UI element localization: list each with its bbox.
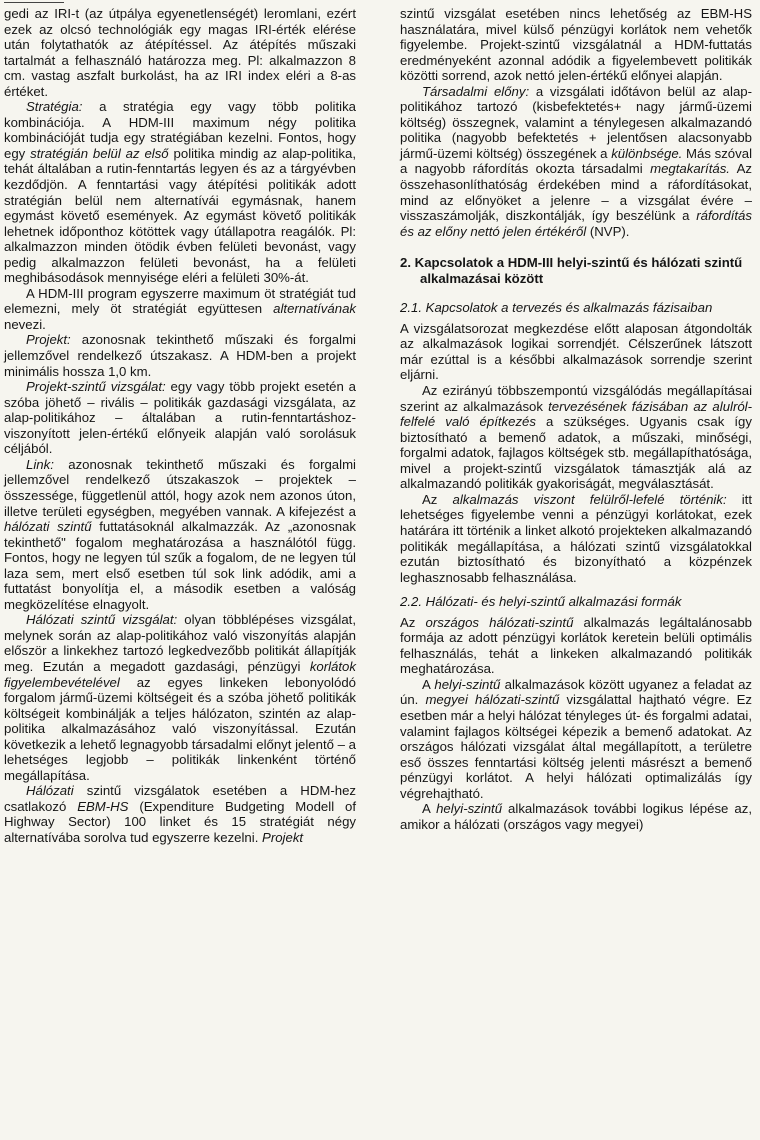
text-run: szintű vizsgálat esetében nincs lehetőség az EBM-HS használatára, mivel külső pénzügyi korlátok nem vehetők figyelembe. Projekt-szintű vizsgálatnál a HDM-futtatás eredményeként azonnal adódik a figyelembevett politikák közötti sorrend, azok nettó jelen-értékű előnyei alapján.: [400, 6, 752, 84]
paragraph: [4, 783, 356, 845]
heading-text: Kapcsolatok a tervezés és alkalmazás fázisaiban: [425, 300, 713, 316]
paragraph: [400, 801, 752, 832]
text-run: A vizsgálatsorozat megkezdése előtt alaposan átgondolták az alkalmazások logikai sorrendjét. Célszerűnek látszott már ezúttal is a későbbi alkalmazások sorrendje szerint eljárni.: [400, 320, 752, 383]
emphasis-text: alkalmazás viszont felülről-lefelé történik:: [452, 491, 727, 507]
paragraph: [400, 615, 752, 677]
emphasis-text: Stratégia:: [26, 99, 83, 115]
emphasis-text: Projekt:: [26, 332, 71, 348]
text-run: nevezi.: [4, 316, 46, 332]
text-run: a vizsgálati időtávon belül az alap-politikához tartozó (kisbefektetés+ nagy jármű-üzemi költség) összegnek, valamint a ténylegesen alkalmazandó politika (nagyobb befektetés + jelentősen alacsonyabb jármű-üzemi költség) összegének a: [400, 83, 753, 161]
paragraph: [400, 383, 752, 492]
emphasis-text: megyei hálózati-szintű: [425, 692, 560, 708]
right-column: [400, 6, 752, 832]
text-run: Más szóval a nagyobb ráfordítás okozta társadalmi: [400, 145, 753, 177]
paragraph: [400, 492, 752, 585]
text-run: az egyes linkeken lebonyolódó forgalom jármű-üzemi költségeit és a szóba jöhető politikák költségeit kombinálják a teljes hálózaton, szintén az alap-politika alkalmazásához való viszonyítással. Ezután következik a lehető legnagyobb társadalmi előnyt jelentő – a lehetséges legjobb – politikák linkenként történő megállapítása.: [4, 674, 356, 783]
emphasis-text: Link:: [26, 456, 54, 472]
emphasis-text: Hálózati szintű vizsgálat:: [26, 612, 178, 628]
subsection-heading: [400, 300, 752, 316]
emphasis-text: Hálózati: [26, 783, 74, 799]
emphasis-text: helyi-szintű: [436, 801, 503, 817]
text-run: egy vagy több projekt esetén a szóba jöhető – rivális – politikák gazdasági vizsgálata, az alap-politikához – általában a rutin-fenntartáshoz-viszonyított jelen-értékű előnyeik alapján való sorolásuk céljából.: [4, 379, 357, 457]
heading-text: Kapcsolatok a HDM-III helyi-szintű és hálózati szintű alkalmazásai között: [414, 255, 743, 286]
text-run: azonosnak tekinthető műszaki és forgalmi jellemzővel rendelkező útszakaszok – projektek – összessége, függetlenül attól, hogy azok nem azonos úton, illetve területi egységben, megyében vannak. A kifejezést a: [4, 456, 356, 519]
left-column: [4, 6, 356, 846]
emphasis-text: országos hálózati-szintű: [425, 614, 574, 630]
emphasis-text: helyi-szintű: [434, 676, 501, 692]
text-run: (Expenditure Budgeting Modell of Highway Sector) 100 linket és 15 stratégiát négy alternatívába sorolva tud egyszerre kezelni.: [4, 798, 356, 845]
top-rule: [4, 2, 64, 3]
emphasis-text: EBM-HS: [77, 798, 129, 814]
text-run: (NVP).: [586, 223, 630, 239]
emphasis-text: stratégián belül az első: [30, 145, 169, 161]
emphasis-text: megtakarítás.: [650, 161, 730, 177]
heading-number: 2.: [400, 255, 411, 271]
text-run: Az összehasonlíthatóság érdekében mind a ráfordításokat, mind az előnyöket a jelenre – a vizsgálat évére – visszaszámolják, diszkontálják, így beszélünk a: [400, 161, 752, 224]
heading-text: Hálózati- és helyi-szintű alkalmazási formák: [425, 594, 682, 610]
emphasis-text: ráfordítás és az előny nettó jelen értékéről: [400, 208, 752, 239]
emphasis-text: különbsége.: [611, 145, 683, 161]
text-run: Az: [422, 491, 453, 507]
text-run: itt lehetséges figyelembe venni a pénzügyi korlátokat, ezek határára itt történik a linket alkotó projekteken alkalmazandó politikák megállapítása, a hálózati szintű vizsgálatokkal ezután biztosítható és bizonyítható a közpénzek leghasznosabb felhasználása.: [400, 491, 752, 585]
emphasis-text: Projekt-szintű vizsgálat:: [26, 379, 166, 395]
paragraph: [400, 84, 752, 239]
text-run: vizsgálattal hajtható végre. Ez esetben már a helyi hálózat tényleges út- és forgalmi adatai, valamint fajlagos költségei képezik a bemenő adatokat. Az országos hálózati vizsgálat által megállapított, a területre eső összes fenntartási költség jelenti másrészt a bemenő pénzügyi korlátot. A helyi hálózati optimalizálás így végrehajtható.: [400, 692, 752, 801]
text-run: futtatásoknál alkalmazzák. Az „azonosnak tekinthető" fogalom meghatározása a használótól függ. Fontos, hogy ne legyen túl szűk a fogalom, de ne legyen túl laza sem, mert első esetben túl sok link adódik, ami a futtatást bonyolítja el, a második esetben a valóság megközelítése elnagyolt.: [4, 519, 356, 612]
text-run: gedi az IRI-t (az útpálya egyenetlenségét) leromlani, ezért ezek az olcsó technológiák egy magas IRI-érték elérése után folytathatók az átépítéssel. Az átépítés műszaki tartalmát a felhasználó határozza meg. Pl: alkalmazzon 8 cm. vastag aszfalt burkolást, ha az IRI index eléri a 8-as értéket.: [4, 6, 356, 99]
paragraph: [4, 332, 356, 379]
paragraph: [400, 6, 752, 84]
text-run: A: [422, 676, 435, 692]
paragraph: [4, 99, 356, 286]
text-run: Az ezirányú többszempontú vizsgálódás megállapításai szerint az alkalmazások: [400, 383, 752, 414]
text-run: a stratégia egy vagy több politika kombinációja. A HDM-III maximum négy politika kombinációját tudja egy stratégiában kezelni. Fontos, hogy egy: [4, 99, 356, 161]
text-run: olyan többlépéses vizsgálat, melynek során az alap-politikához való viszonyítás alapján először a linkekhez tartozó legkedvezőbb politikát állapítják meg. Ezután a megadott gazdasági, pénzügyi: [4, 612, 356, 674]
emphasis-text: hálózati szintű: [4, 519, 92, 535]
text-run: A: [422, 801, 437, 817]
paragraph: [4, 457, 356, 612]
paragraph: [400, 677, 752, 801]
heading-number: 2.1.: [400, 300, 422, 316]
text-run: a szükséges. Ugyanis csak így biztosítható a bemenő adatok, a műszaki, minőségi, forgalmi adatok, fajlagos költségek stb. megállapíthatósága, mivel a projekt-szintű vizsgálatok támasztják alá az alkalmazandó politikák gyakoriságát, megválasztását.: [400, 414, 752, 492]
paragraph: [4, 379, 356, 457]
heading-number: 2.2.: [400, 594, 422, 610]
text-run: Az: [400, 614, 426, 630]
emphasis-text: Projekt: [262, 829, 304, 845]
emphasis-text: tervezésének fázisában az alulról-felfelé való építkezés: [400, 398, 753, 430]
emphasis-text: alternatívának: [273, 301, 356, 317]
text-run: azonosnak tekinthető műszaki és forgalmi jellemzővel rendelkező útszakasz. A HDM-ben a projekt minimális hossza 1,0 km.: [4, 332, 356, 379]
text-run: alkalmazás legáltalánosabb formája az adott pénzügyi korlátok keretein belüli optimális felhasználás, tehát a linkeken alkalmazandó politikák meghatározása.: [400, 614, 752, 677]
paragraph: [4, 612, 356, 783]
subsection-heading: [400, 594, 752, 610]
paragraph: [4, 6, 356, 99]
text-run: politika mindig az alap-politika, tehát általában a rutin-fenntartás legyen és az a tárgyévben kezdődjön. A fenntartási vagy átépítési politikák adott stratégián belül nem alternatívái egymásnak, hanem egymást követő események. Az egymást követő politikák lehetnek időponthoz kötöttek vagy útállapotra reagálók. Pl: alkalmazzon minden ötödik évben felületi bevonást, vagy pedig alkalmazzon felületi bevonást, ha a felületi meghibásodások mennyisége eléri a felületi 30%-át.: [4, 145, 356, 286]
paragraph: [4, 286, 356, 333]
section-heading: [400, 255, 752, 286]
text-run: alkalmazások között ugyanez a feladat az ún.: [400, 676, 753, 708]
paragraph: [400, 321, 752, 383]
text-run: szintű vizsgálatok esetében a HDM-hez csatlakozó: [4, 783, 356, 814]
text-run: A HDM-III program egyszerre maximum öt stratégiát tud elemezni, mely öt stratégiát együttesen: [4, 285, 356, 317]
emphasis-text: korlátok figyelembevételével: [4, 658, 356, 690]
emphasis-text: Társadalmi előny:: [422, 83, 530, 99]
text-run: alkalmazások további logikus lépése az, amikor a hálózati (országos vagy megyei): [400, 801, 752, 832]
